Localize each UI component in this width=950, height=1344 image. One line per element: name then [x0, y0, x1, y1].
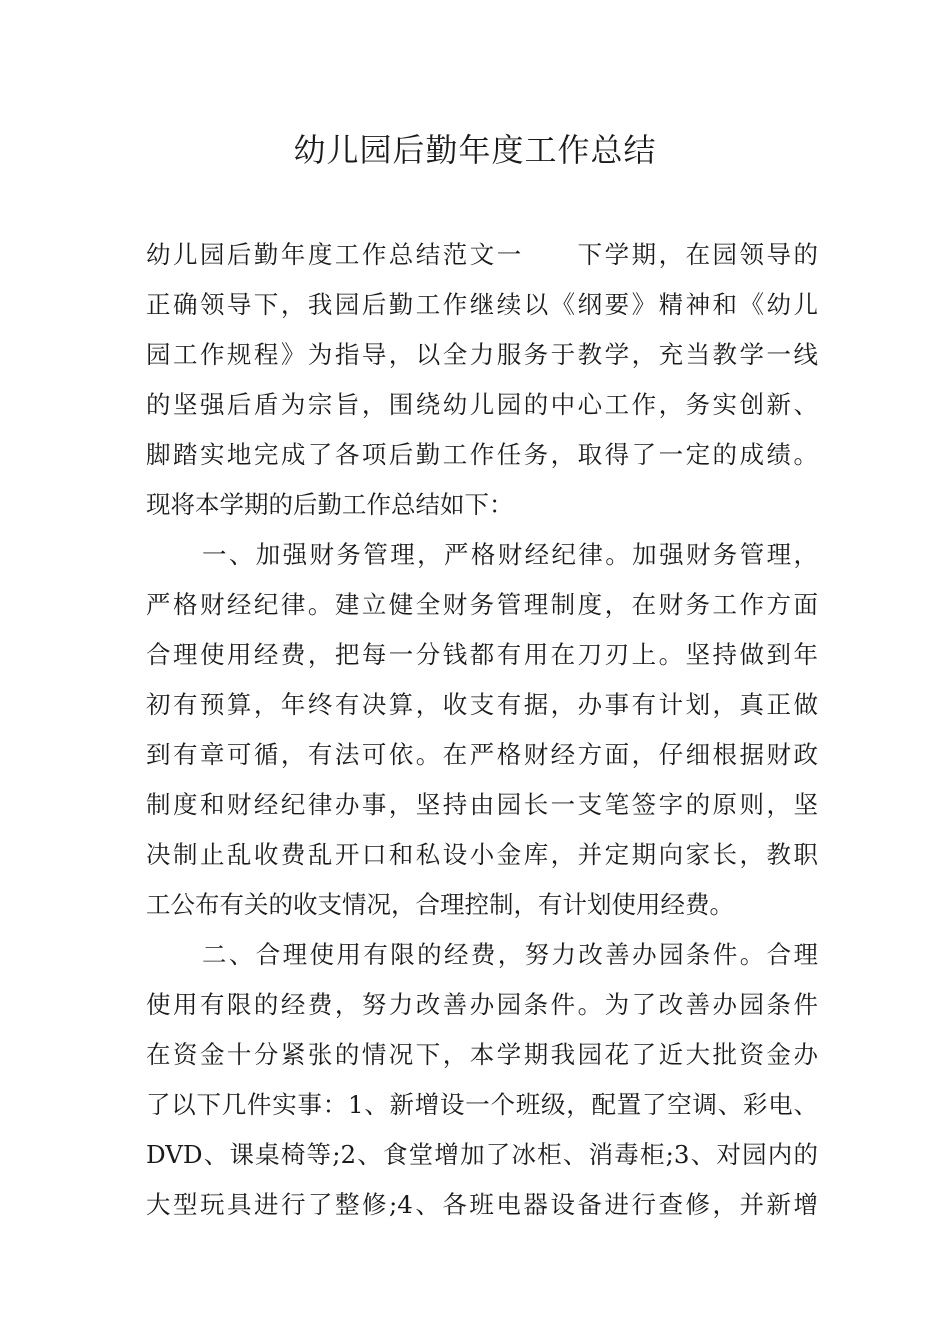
- text-line: 正确领导下，我园后勤工作继续以《纲要》精神和《幼儿: [146, 290, 818, 319]
- text-line: 现将本学期的后勤工作总结如下：: [146, 490, 514, 519]
- text-line: DVD、课桌椅等;2、食堂增加了冰柜、消毒柜;3、对园内的: [146, 1140, 818, 1169]
- text-line: 严格财经纪律。建立健全财务管理制度，在财务工作方面: [146, 590, 818, 619]
- text-line: 脚踏实地完成了各项后勤工作任务，取得了一定的成绩。: [146, 440, 818, 469]
- text-line: 大型玩具进行了整修;4、各班电器设备进行查修，并新增: [146, 1190, 818, 1219]
- text-line: 合理使用经费，把每一分钱都有用在刀刃上。坚持做到年: [146, 640, 818, 669]
- text-line: 园工作规程》为指导，以全力服务于教学，充当教学一线: [146, 340, 818, 369]
- text-line: 使用有限的经费，努力改善办园条件。为了改善办园条件: [146, 990, 818, 1019]
- text-line: 的坚强后盾为宗旨，围绕幼儿园的中心工作，务实创新、: [146, 390, 818, 419]
- document-title: 幼儿园后勤年度工作总结: [293, 131, 657, 169]
- text-line: 在资金十分紧张的情况下，本学期我园花了近大批资金办: [146, 1040, 818, 1069]
- document-body: [146, 230, 818, 1230]
- text-line: 制度和财经纪律办事，坚持由园长一支笔签字的原则，坚: [146, 790, 818, 819]
- section-heading-line: 一、加强财务管理，严格财经纪律。加强财务管理，: [202, 540, 818, 569]
- text-line: 决制止乱收费乱开口和私设小金库，并定期向家长，教职: [146, 840, 818, 869]
- text-line: 工公布有关的收支情况，合理控制，有计划使用经费。: [146, 890, 734, 919]
- text-line: 幼儿园后勤年度工作总结范文一 下学期，在园领导的: [146, 240, 818, 269]
- section-heading-line: 二、合理使用有限的经费，努力改善办园条件。合理: [202, 940, 818, 969]
- text-line: 了以下几件实事：1、新增设一个班级，配置了空调、彩电、: [146, 1090, 818, 1119]
- text-line: 初有预算，年终有决算，收支有据，办事有计划，真正做: [146, 690, 818, 719]
- text-line: 到有章可循，有法可依。在严格财经方面，仔细根据财政: [146, 740, 818, 769]
